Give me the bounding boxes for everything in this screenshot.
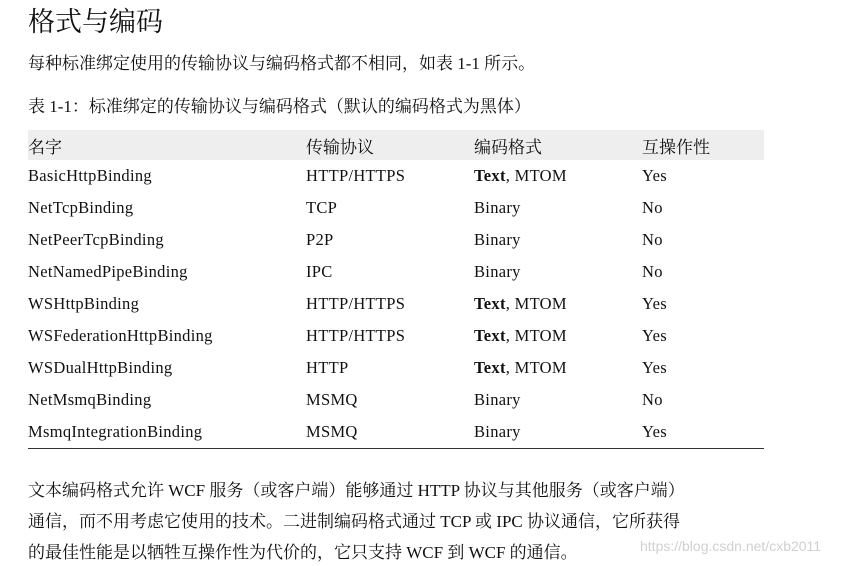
cell-interop: No	[642, 390, 663, 409]
other-encoding: Binary	[474, 262, 521, 281]
cell-interop: No	[642, 262, 663, 281]
cell-name: BasicHttpBinding	[28, 166, 152, 185]
default-encoding: Text	[474, 166, 506, 185]
cell-transport: P2P	[306, 230, 334, 249]
cell-name: WSFederationHttpBinding	[28, 326, 213, 345]
cell-transport: IPC	[306, 262, 333, 281]
default-encoding: Text	[474, 294, 506, 313]
cell-name: NetPeerTcpBinding	[28, 230, 164, 249]
other-encoding: , MTOM	[505, 166, 567, 185]
cell-interop: Yes	[642, 166, 667, 185]
cell-interop: Yes	[642, 358, 667, 377]
bindings-table	[28, 130, 764, 449]
cell-name: NetMsmqBinding	[28, 390, 152, 409]
cell-name: NetTcpBinding	[28, 198, 134, 217]
paragraph-line: 文本编码格式允许 WCF 服务（或客户端）能够通过 HTTP 协议与其他服务（或客户端）	[28, 481, 685, 500]
header-transport: 传输协议	[306, 130, 474, 160]
other-encoding: Binary	[474, 198, 521, 217]
cell-encoding	[474, 416, 642, 449]
table-caption: 表 1-1：标准绑定的传输协议与编码格式（默认的编码格式为黑体）	[28, 97, 531, 116]
table-row	[28, 224, 764, 256]
cell-transport: HTTP/HTTPS	[306, 166, 406, 185]
header-interop: 互操作性	[642, 130, 764, 160]
cell-encoding	[474, 224, 642, 256]
cell-encoding	[474, 256, 642, 288]
table-row	[28, 192, 764, 224]
other-encoding: , MTOM	[505, 326, 567, 345]
table-row	[28, 160, 764, 192]
cell-encoding	[474, 160, 642, 192]
cell-encoding	[474, 384, 642, 416]
cell-transport: TCP	[306, 198, 338, 217]
cell-transport: HTTP/HTTPS	[306, 294, 406, 313]
other-encoding: , MTOM	[505, 358, 567, 377]
table-row	[28, 416, 764, 449]
cell-encoding	[474, 288, 642, 320]
cell-name: MsmqIntegrationBinding	[28, 416, 306, 449]
cell-encoding	[474, 320, 642, 352]
cell-transport: HTTP/HTTPS	[306, 326, 406, 345]
default-encoding: Text	[474, 358, 506, 377]
table-row	[28, 288, 764, 320]
watermark: https://blog.csdn.net/cxb2011	[640, 538, 822, 554]
other-encoding: Binary	[474, 390, 521, 409]
table-row	[28, 256, 764, 288]
other-encoding: Binary	[474, 230, 521, 249]
cell-transport: MSMQ	[306, 390, 358, 409]
paragraph-line: 的最佳性能是以牺牲互操作性为代价的，它只支持 WCF 到 WCF 的通信。	[28, 543, 578, 562]
table-header-row	[28, 130, 764, 160]
section-title: 格式与编码	[28, 7, 163, 38]
default-encoding: Text	[474, 326, 506, 345]
cell-name: WSHttpBinding	[28, 294, 140, 313]
table-row	[28, 352, 764, 384]
cell-interop: Yes	[642, 326, 667, 345]
other-encoding: Binary	[474, 422, 521, 441]
header-encoding: 编码格式	[474, 130, 642, 160]
cell-interop: No	[642, 198, 663, 217]
cell-interop: No	[642, 230, 663, 249]
paragraph-line: 通信，而不用考虑它使用的技术。二进制编码格式通过 TCP 或 IPC 协议通信，它所获得	[28, 512, 680, 531]
cell-name: NetNamedPipeBinding	[28, 262, 188, 281]
cell-transport: HTTP	[306, 358, 349, 377]
table-row	[28, 384, 764, 416]
cell-name: WSDualHttpBinding	[28, 358, 173, 377]
table-row	[28, 320, 764, 352]
header-name: 名字	[28, 130, 306, 160]
cell-encoding	[474, 352, 642, 384]
other-encoding: , MTOM	[505, 294, 567, 313]
cell-interop: Yes	[642, 416, 764, 449]
cell-interop: Yes	[642, 294, 667, 313]
cell-transport: MSMQ	[306, 416, 474, 449]
cell-encoding	[474, 192, 642, 224]
intro-paragraph: 每种标准绑定使用的传输协议与编码格式都不相同，如表 1-1 所示。	[28, 54, 536, 73]
